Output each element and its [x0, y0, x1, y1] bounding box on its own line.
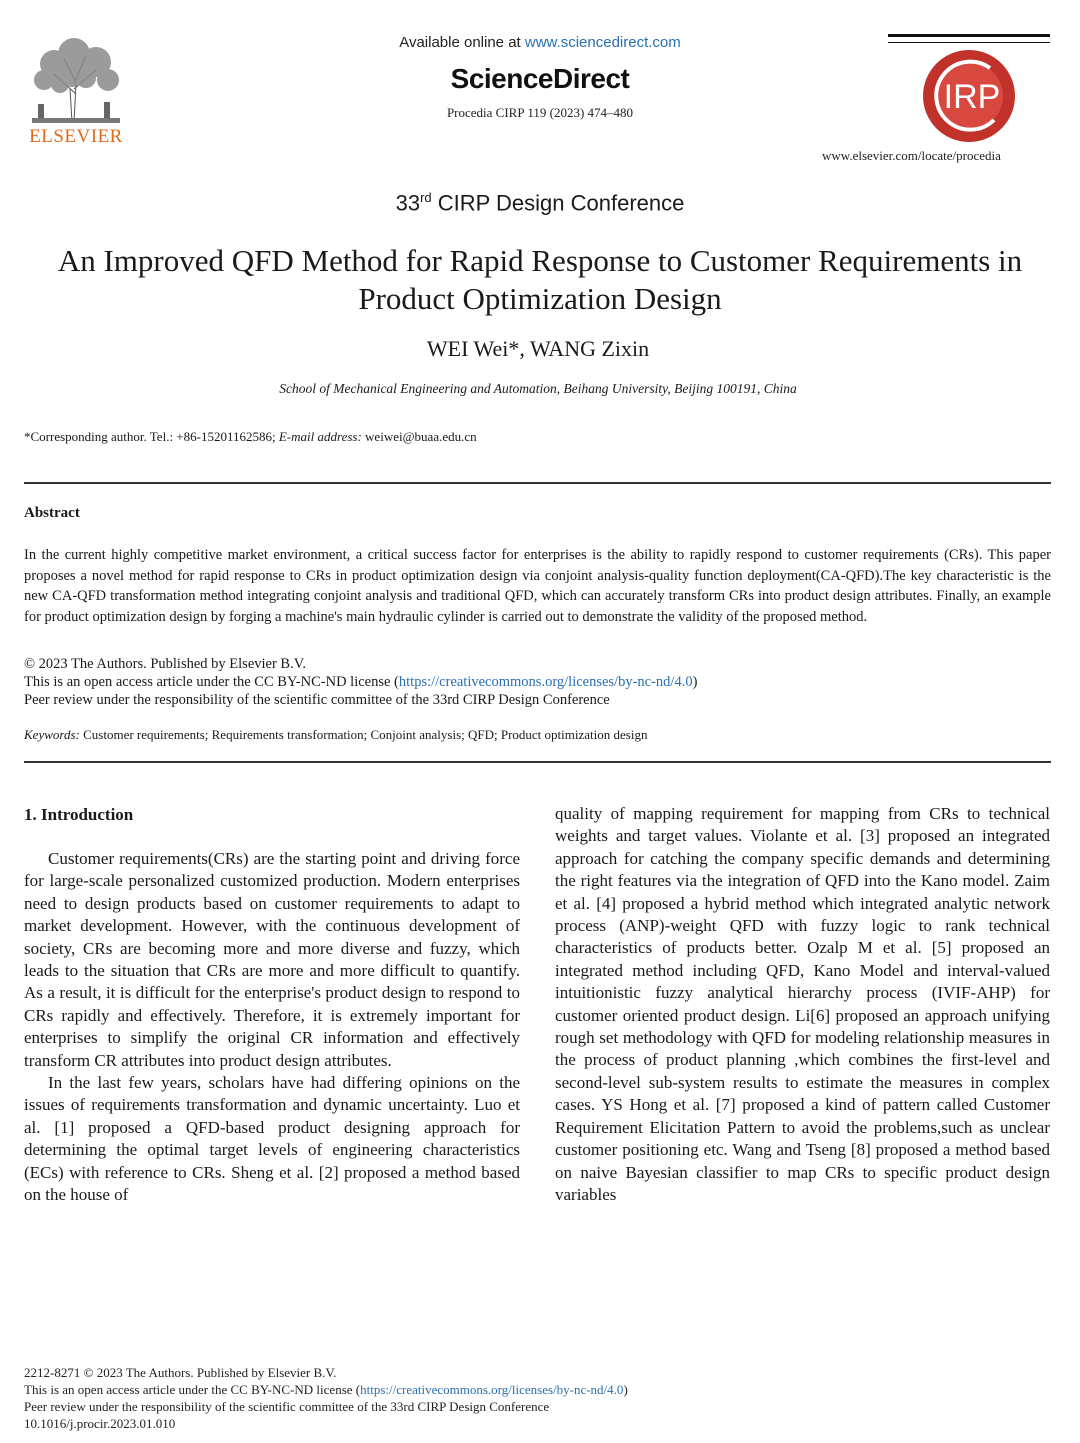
footer-peer-review: Peer review under the responsibility of the scientific committee of the 33rd CIRP Design Conference	[24, 1399, 550, 1414]
cirp-logo-text: IRP	[943, 78, 1001, 116]
copyright-line: © 2023 The Authors. Published by Elsevier B.V.	[24, 656, 306, 672]
intro-paragraph-continued: quality of mapping requirement for mapping from CRs to technical weights and target values. Violante et al. [3] proposed an integrated approach for catching the company specific demands and determining the right features via the integration of QFD into the Kano model. Zaim et al. [4] proposed a hybrid method which integrated analytic network process (ANP)-weight QFD with fuzzy logic to rank technical characteristics of products better. Ozalp M et al. [5] proposed an integrated method including QFD, Kano Model and interval-valued intuitionistic fuzzy analytical hierarchy process (IVIF-AHP) for customer oriented product design. Li[6] proposed an approach unifying rough set methodology with QFD for modeling relationship measures in the process of product planning ,which combines the first-level and second-level sub-system results to estimate the measures in complex cases. YS Hong et al. [7] proposed a kind of pattern called Customer Requirement Elicitation Pattern to avoid the problems,such as unclear customer positioning etc. Wang and Tseng [8] proposed a method based on naive Bayesian classifier to map CRs to specific product design variables	[555, 804, 1050, 1204]
license-link[interactable]: https://creativecommons.org/licenses/by-nc-nd/4.0	[398, 674, 693, 690]
footer-license-suffix: )	[623, 1382, 628, 1397]
available-prefix: Available online at	[399, 34, 525, 51]
journal-url[interactable]: www.elsevier.com/locate/procedia	[822, 148, 1001, 163]
intro-paragraph: Customer requirements(CRs) are the starting point and driving force for large-scale personalized customized production. Modern enterprises need to design products based on customer requirements to adapt to market development. However, with the continuous development of society, CRs are becoming more and more diverse and fuzzy, which leads to the situation that CRs are more and more difficult to quantify. As a result, it is difficult for the enterprise's product design to respond to CRs rapidly and effectively. Therefore, it is extremely important for enterprises to simplify the original CR information and effectively transform CR attributes into product design attributes.	[24, 849, 520, 1070]
logo-rule-thin	[888, 42, 1050, 43]
sciencedirect-brand: ScienceDirect	[450, 63, 630, 94]
keywords-label: Keywords:	[24, 727, 80, 742]
copyright-block	[24, 655, 1051, 709]
footer-license-link[interactable]: https://creativecommons.org/licenses/by-nc-nd/4.0	[360, 1382, 624, 1397]
license-suffix: )	[692, 674, 698, 690]
sciencedirect-link[interactable]: www.sciencedirect.com	[524, 34, 681, 51]
conference-ordinal: 33	[395, 190, 421, 216]
divider-top	[24, 482, 1051, 484]
keywords	[24, 727, 1051, 743]
journal-reference: Procedia CIRP 119 (2023) 474–480	[446, 105, 634, 120]
elsevier-tree-icon	[24, 34, 128, 126]
conference-title: CIRP Design Conference	[431, 190, 685, 216]
corresponding-author	[24, 429, 1054, 445]
corresponding-prefix: *Corresponding author. Tel.: +86-15201162586;	[24, 429, 279, 444]
elsevier-wordmark: ELSEVIER	[29, 126, 123, 147]
conference-ordinal-suffix: rd	[420, 190, 432, 205]
doi[interactable]: 10.1016/j.procir.2023.01.010	[24, 1416, 176, 1431]
email-label: E-mail address:	[278, 429, 362, 444]
footer	[24, 1364, 1051, 1432]
header-center	[330, 34, 750, 121]
license-prefix: This is an open access article under the CC BY-NC-ND license (	[24, 674, 399, 690]
column-left	[24, 848, 520, 1207]
footer-license-prefix: This is an open access article under the CC BY-NC-ND license (	[24, 1382, 361, 1397]
available-online	[330, 34, 750, 51]
keywords-text: Customer requirements; Requirements transformation; Conjoint analysis; QFD; Product optimization design	[79, 727, 648, 742]
issn-line: 2212-8271 © 2023 The Authors. Published by Elsevier B.V.	[24, 1365, 337, 1380]
abstract-heading: Abstract	[24, 505, 80, 521]
divider-bottom	[24, 761, 1051, 763]
conference-name	[0, 190, 1080, 216]
paper-title: An Improved QFD Method for Rapid Response to Customer Requirements in Product Optimization Design	[57, 243, 1023, 316]
cirp-emblem-icon	[920, 48, 1018, 144]
peer-review-line: Peer review under the responsibility of the scientific committee of the 33rd CIRP Design Conference	[24, 692, 610, 708]
column-right	[555, 803, 1050, 1206]
email-address[interactable]: weiwei@buaa.edu.cn	[361, 429, 477, 444]
logo-rule-top	[888, 34, 1050, 37]
intro-paragraph: In the last few years, scholars have had differing opinions on the issues of requirements transformation and dynamic uncertainty. Luo et al. [1] proposed a QFD-based product designing approach for determining the optimal target levels of engineering characteristics (ECs) with reference to CRs. Sheng et al. [2] proposed a method based on the house of	[24, 1073, 520, 1205]
elsevier-logo	[24, 34, 128, 152]
authors: WEI Wei*, WANG Zixin	[426, 336, 650, 361]
license-line	[24, 673, 1051, 691]
abstract-text: In the current highly competitive market environment, a critical success factor for enterprises is the ability to rapidly respond to customer requirements (CRs). This paper proposes a novel method for rapid response to CRs in product optimization design via conjoint analysis-quality function deployment(CA-QFD).The key characteristic is the new CA-QFD transformation method integrating conjoint analysis and traditional QFD, which can accurately transform CRs into product design attributes. Finally, an example for product optimization design by forging a machine's main hydraulic cylinder is carried out to demonstrate the validity of the proposed method.	[24, 547, 1051, 625]
cirp-logo	[888, 34, 1050, 144]
affiliation: School of Mechanical Engineering and Automation, Beihang University, Beijing 100191, China	[279, 381, 797, 396]
section-heading: 1. Introduction	[24, 805, 134, 824]
footer-license-line	[24, 1381, 1051, 1398]
